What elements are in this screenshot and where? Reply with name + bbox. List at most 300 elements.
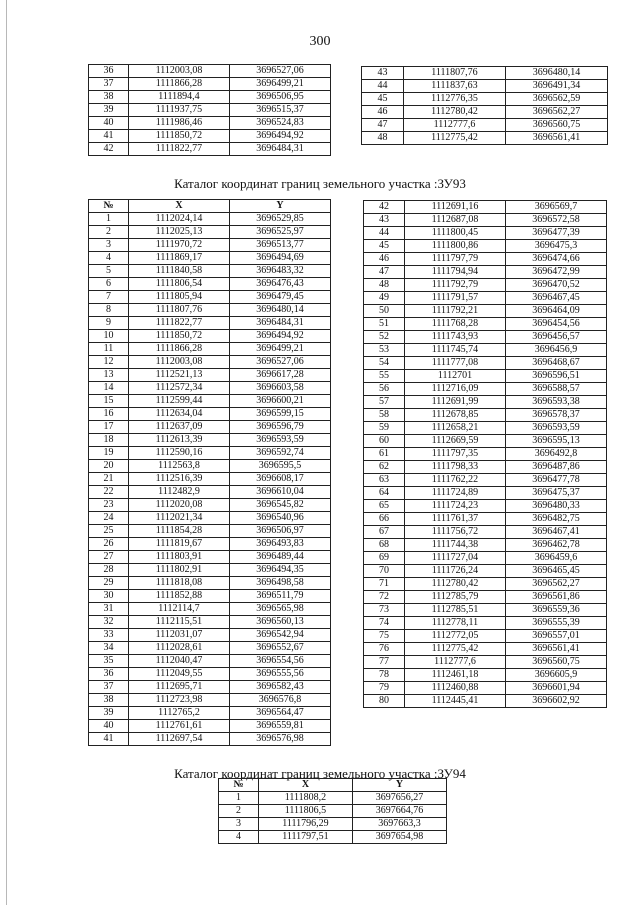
point-number-cell: 71	[364, 578, 405, 591]
x-coordinate-cell: 1111819,67	[129, 538, 230, 551]
y-coordinate-cell: 3696565,98	[230, 603, 331, 616]
table-row	[89, 577, 331, 590]
table-row	[362, 67, 608, 80]
point-number-cell: 28	[89, 564, 129, 577]
y-coordinate-cell: 3696515,37	[230, 104, 331, 117]
y-coordinate-cell: 3696459,6	[506, 552, 607, 565]
point-number-cell: 50	[364, 305, 405, 318]
x-coordinate-cell: 1112701	[405, 370, 506, 383]
table-row	[89, 447, 331, 460]
point-number-cell: 36	[89, 668, 129, 681]
point-number-cell: 9	[89, 317, 129, 330]
point-number-cell: 2	[89, 226, 129, 239]
table-row	[89, 291, 331, 304]
x-coordinate-cell: 1112482,9	[129, 486, 230, 499]
point-number-cell: 74	[364, 617, 405, 630]
y-coordinate-cell: 3696484,31	[230, 317, 331, 330]
x-coordinate-cell: 1111840,58	[129, 265, 230, 278]
table-row	[89, 603, 331, 616]
point-number-cell: 4	[89, 252, 129, 265]
y-coordinate-cell: 3697654,98	[353, 831, 447, 844]
x-coordinate-cell: 1112775,42	[405, 643, 506, 656]
x-coordinate-cell: 1111768,28	[405, 318, 506, 331]
y-coordinate-cell: 3696479,45	[230, 291, 331, 304]
point-number-cell: 51	[364, 318, 405, 331]
y-coordinate-cell: 3696493,83	[230, 538, 331, 551]
x-coordinate-cell: 1112716,09	[405, 383, 506, 396]
table-row	[89, 213, 331, 226]
x-coordinate-cell: 1111762,22	[405, 474, 506, 487]
x-coordinate-cell: 1112031,07	[129, 629, 230, 642]
point-number-cell: 40	[89, 117, 129, 130]
x-coordinate-cell: 1112695,71	[129, 681, 230, 694]
y-coordinate-cell: 3696560,13	[230, 616, 331, 629]
y-coordinate-cell: 3696599,15	[230, 408, 331, 421]
point-number-cell: 39	[89, 707, 129, 720]
y-coordinate-cell: 3696562,27	[506, 578, 607, 591]
table-header-row	[89, 200, 331, 213]
y-coordinate-cell: 3696467,45	[506, 292, 607, 305]
point-number-cell: 78	[364, 669, 405, 682]
x-coordinate-cell: 1112697,54	[129, 733, 230, 746]
x-coordinate-cell: 1111777,08	[405, 357, 506, 370]
table-row	[89, 538, 331, 551]
point-number-cell: 40	[89, 720, 129, 733]
point-number-cell: 48	[364, 279, 405, 292]
table-row	[364, 526, 607, 539]
point-number-cell: 69	[364, 552, 405, 565]
table-row	[89, 65, 331, 78]
table-row	[219, 831, 447, 844]
table-row	[89, 473, 331, 486]
y-coordinate-cell: 3696462,78	[506, 539, 607, 552]
table-row	[364, 500, 607, 513]
y-coordinate-cell: 3696492,8	[506, 448, 607, 461]
table-row	[89, 408, 331, 421]
point-number-cell: 3	[219, 818, 259, 831]
table-row	[364, 253, 607, 266]
point-number-cell: 31	[89, 603, 129, 616]
y-coordinate-cell: 3696483,32	[230, 265, 331, 278]
table-row	[89, 694, 331, 707]
x-coordinate-cell: 1112028,61	[129, 642, 230, 655]
point-number-cell: 14	[89, 382, 129, 395]
x-coordinate-cell: 1112637,09	[129, 421, 230, 434]
point-number-cell: 2	[219, 805, 259, 818]
point-number-cell: 6	[89, 278, 129, 291]
x-coordinate-cell: 1111850,72	[129, 130, 230, 143]
y-coordinate-cell: 3696592,74	[230, 447, 331, 460]
x-coordinate-cell: 1111792,21	[405, 305, 506, 318]
point-number-cell: 33	[89, 629, 129, 642]
table-row	[89, 382, 331, 395]
x-coordinate-cell: 1112634,04	[129, 408, 230, 421]
x-coordinate-cell: 1112691,99	[405, 396, 506, 409]
table-row	[364, 201, 607, 214]
y-coordinate-cell: 3697656,27	[353, 792, 447, 805]
point-number-cell: 63	[364, 474, 405, 487]
point-number-cell: 25	[89, 525, 129, 538]
x-coordinate-cell: 1112761,61	[129, 720, 230, 733]
y-coordinate-cell: 3696475,37	[506, 487, 607, 500]
point-number-cell: 26	[89, 538, 129, 551]
y-coordinate-cell: 3696561,41	[506, 643, 607, 656]
y-coordinate-cell: 3696554,56	[230, 655, 331, 668]
y-coordinate-cell: 3696499,21	[230, 78, 331, 91]
x-coordinate-cell: 1112563,8	[129, 460, 230, 473]
zu94-coordinates-table	[218, 778, 447, 844]
x-coordinate-cell: 1111866,28	[129, 343, 230, 356]
x-coordinate-cell: 1111724,23	[405, 500, 506, 513]
x-coordinate-cell: 1111743,93	[405, 331, 506, 344]
x-coordinate-cell: 1112115,51	[129, 616, 230, 629]
y-coordinate-cell: 3696527,06	[230, 65, 331, 78]
y-coordinate-cell: 3696494,92	[230, 130, 331, 143]
x-coordinate-cell: 1112445,41	[405, 695, 506, 708]
y-coordinate-cell: 3696465,45	[506, 565, 607, 578]
table-row	[364, 682, 607, 695]
point-number-cell: 46	[364, 253, 405, 266]
y-coordinate-cell: 3696542,94	[230, 629, 331, 642]
x-coordinate-cell: 1112785,79	[405, 591, 506, 604]
point-number-cell: 66	[364, 513, 405, 526]
table-row	[89, 720, 331, 733]
y-coordinate-cell: 3696561,41	[506, 132, 608, 145]
y-coordinate-cell: 3696555,39	[506, 617, 607, 630]
table-row	[364, 669, 607, 682]
point-number-cell: 34	[89, 642, 129, 655]
x-coordinate-cell: 1111800,86	[405, 240, 506, 253]
x-coordinate-cell: 1111852,88	[129, 590, 230, 603]
y-coordinate-cell: 3696562,59	[506, 93, 608, 106]
y-coordinate-cell: 3696578,37	[506, 409, 607, 422]
point-number-cell: 41	[89, 130, 129, 143]
x-coordinate-cell: 1112020,08	[129, 499, 230, 512]
point-number-cell: 19	[89, 447, 129, 460]
point-number-cell: 52	[364, 331, 405, 344]
x-coordinate-cell: 1111726,24	[405, 565, 506, 578]
y-coordinate-cell: 3696610,04	[230, 486, 331, 499]
y-coordinate-cell: 3696477,39	[506, 227, 607, 240]
x-coordinate-cell: 1111797,35	[405, 448, 506, 461]
point-number-cell: 58	[364, 409, 405, 422]
y-coordinate-cell: 3697664,76	[353, 805, 447, 818]
y-coordinate-cell: 3696484,31	[230, 143, 331, 156]
x-coordinate-cell: 1111808,2	[259, 792, 353, 805]
point-number-cell: 44	[364, 227, 405, 240]
y-coordinate-cell: 3696545,82	[230, 499, 331, 512]
table-row	[364, 331, 607, 344]
page-number: 300	[309, 34, 331, 49]
x-coordinate-cell: 1112572,34	[129, 382, 230, 395]
y-coordinate-cell: 3696494,92	[230, 330, 331, 343]
zu93-catalog-caption: Каталог координат границ земельного участка :ЗУ93	[174, 176, 466, 191]
point-number-cell: 75	[364, 630, 405, 643]
x-coordinate-cell: 1112723,98	[129, 694, 230, 707]
table-row	[364, 604, 607, 617]
point-number-cell: 73	[364, 604, 405, 617]
x-coordinate-cell: 1111822,77	[129, 317, 230, 330]
point-number-cell: 43	[362, 67, 404, 80]
point-number-cell: 4	[219, 831, 259, 844]
point-number-cell: 54	[364, 357, 405, 370]
x-coordinate-cell: 1111798,33	[405, 461, 506, 474]
point-number-cell: 60	[364, 435, 405, 448]
x-coordinate-cell: 1112024,14	[129, 213, 230, 226]
point-number-cell: 67	[364, 526, 405, 539]
point-number-cell: 1	[219, 792, 259, 805]
point-number-cell: 37	[89, 78, 129, 91]
table-row	[364, 357, 607, 370]
x-coordinate-cell: 1112777,6	[405, 656, 506, 669]
point-number-cell: 45	[364, 240, 405, 253]
y-coordinate-cell: 3696552,67	[230, 642, 331, 655]
y-coordinate-cell: 3696576,8	[230, 694, 331, 707]
y-coordinate-cell: 3696596,51	[506, 370, 607, 383]
y-coordinate-cell: 3696524,83	[230, 117, 331, 130]
x-coordinate-cell: 1112521,13	[129, 369, 230, 382]
y-coordinate-cell: 3696603,58	[230, 382, 331, 395]
y-coordinate-cell: 3696511,79	[230, 590, 331, 603]
x-coordinate-cell: 1111756,72	[405, 526, 506, 539]
y-coordinate-cell: 3696506,95	[230, 91, 331, 104]
point-number-cell: 17	[89, 421, 129, 434]
table-row	[362, 80, 608, 93]
x-coordinate-cell: 1112003,08	[129, 356, 230, 369]
y-coordinate-cell: 3696564,47	[230, 707, 331, 720]
table-row	[89, 330, 331, 343]
y-coordinate-cell: 3696472,99	[506, 266, 607, 279]
y-coordinate-cell: 3696494,35	[230, 564, 331, 577]
point-number-cell: 5	[89, 265, 129, 278]
header-x: X	[129, 200, 230, 213]
point-number-cell: 37	[89, 681, 129, 694]
point-number-cell: 24	[89, 512, 129, 525]
x-coordinate-cell: 1111807,76	[404, 67, 506, 80]
table-row	[362, 106, 608, 119]
x-coordinate-cell: 1111850,72	[129, 330, 230, 343]
x-coordinate-cell: 1111986,46	[129, 117, 230, 130]
point-number-cell: 32	[89, 616, 129, 629]
y-coordinate-cell: 3696498,58	[230, 577, 331, 590]
point-number-cell: 48	[362, 132, 404, 145]
y-coordinate-cell: 3696559,36	[506, 604, 607, 617]
x-coordinate-cell: 1111803,91	[129, 551, 230, 564]
x-coordinate-cell: 1111869,17	[129, 252, 230, 265]
y-coordinate-cell: 3696557,01	[506, 630, 607, 643]
point-number-cell: 61	[364, 448, 405, 461]
table-row	[89, 421, 331, 434]
table-row	[364, 643, 607, 656]
table-row	[362, 93, 608, 106]
y-coordinate-cell: 3696593,38	[506, 396, 607, 409]
point-number-cell: 16	[89, 408, 129, 421]
y-coordinate-cell: 3696605,9	[506, 669, 607, 682]
point-number-cell: 43	[364, 214, 405, 227]
y-coordinate-cell: 3696555,56	[230, 668, 331, 681]
table-row	[89, 252, 331, 265]
table-row	[89, 707, 331, 720]
point-number-cell: 42	[364, 201, 405, 214]
table-row	[89, 733, 331, 746]
y-coordinate-cell: 3696569,7	[506, 201, 607, 214]
table-row	[364, 409, 607, 422]
point-number-cell: 1	[89, 213, 129, 226]
point-number-cell: 41	[89, 733, 129, 746]
y-coordinate-cell: 3696494,69	[230, 252, 331, 265]
x-coordinate-cell: 1112040,47	[129, 655, 230, 668]
table-row	[89, 564, 331, 577]
y-coordinate-cell: 3696506,97	[230, 525, 331, 538]
zu94-catalog-caption: Каталог координат границ земельного участка :ЗУ94	[174, 766, 466, 781]
header-y: Y	[353, 779, 447, 792]
table-row	[364, 513, 607, 526]
x-coordinate-cell: 1112777,6	[404, 119, 506, 132]
x-coordinate-cell: 1111866,28	[129, 78, 230, 91]
table-row	[89, 369, 331, 382]
x-coordinate-cell: 1111937,75	[129, 104, 230, 117]
table-row	[89, 226, 331, 239]
point-number-cell: 56	[364, 383, 405, 396]
y-coordinate-cell: 3696456,57	[506, 331, 607, 344]
point-number-cell: 44	[362, 80, 404, 93]
table-row	[89, 642, 331, 655]
x-coordinate-cell: 1111800,45	[405, 227, 506, 240]
table-row	[362, 132, 608, 145]
y-coordinate-cell: 3696595,5	[230, 460, 331, 473]
x-coordinate-cell: 1111792,79	[405, 279, 506, 292]
point-number-cell: 53	[364, 344, 405, 357]
y-coordinate-cell: 3696593,59	[230, 434, 331, 447]
x-coordinate-cell: 1112461,18	[405, 669, 506, 682]
table-row	[364, 344, 607, 357]
table-row	[364, 656, 607, 669]
x-coordinate-cell: 1111854,28	[129, 525, 230, 538]
table-row	[89, 629, 331, 642]
point-number-cell: 76	[364, 643, 405, 656]
table-row	[219, 805, 447, 818]
y-coordinate-cell: 3696456,9	[506, 344, 607, 357]
point-number-cell: 21	[89, 473, 129, 486]
point-number-cell: 47	[362, 119, 404, 132]
x-coordinate-cell: 1111805,94	[129, 291, 230, 304]
table-row	[364, 279, 607, 292]
x-coordinate-cell: 1112025,13	[129, 226, 230, 239]
point-number-cell: 36	[89, 65, 129, 78]
x-coordinate-cell: 1111806,5	[259, 805, 353, 818]
y-coordinate-cell: 3697663,3	[353, 818, 447, 831]
x-coordinate-cell: 1111806,54	[129, 278, 230, 291]
table-row	[89, 460, 331, 473]
zu93-coordinates-table-left	[88, 199, 331, 746]
table-row	[364, 565, 607, 578]
table-row	[219, 792, 447, 805]
x-coordinate-cell: 1111796,29	[259, 818, 353, 831]
table-row	[89, 343, 331, 356]
coordinates-table-continued-left	[88, 64, 331, 156]
header-x: X	[259, 779, 353, 792]
table-row	[89, 499, 331, 512]
point-number-cell: 29	[89, 577, 129, 590]
coordinates-table-continued-right	[361, 66, 608, 145]
y-coordinate-cell: 3696559,81	[230, 720, 331, 733]
x-coordinate-cell: 1112785,51	[405, 604, 506, 617]
y-coordinate-cell: 3696540,96	[230, 512, 331, 525]
x-coordinate-cell: 1112687,08	[405, 214, 506, 227]
y-coordinate-cell: 3696593,59	[506, 422, 607, 435]
x-coordinate-cell: 1112765,2	[129, 707, 230, 720]
table-row	[364, 630, 607, 643]
y-coordinate-cell: 3696525,97	[230, 226, 331, 239]
table-row	[89, 104, 331, 117]
table-row	[364, 617, 607, 630]
y-coordinate-cell: 3696480,14	[506, 67, 608, 80]
table-row	[219, 818, 447, 831]
x-coordinate-cell: 1112460,88	[405, 682, 506, 695]
y-coordinate-cell: 3696560,75	[506, 119, 608, 132]
point-number-cell: 49	[364, 292, 405, 305]
point-number-cell: 57	[364, 396, 405, 409]
y-coordinate-cell: 3696513,77	[230, 239, 331, 252]
y-coordinate-cell: 3696467,41	[506, 526, 607, 539]
y-coordinate-cell: 3696596,79	[230, 421, 331, 434]
header-number: №	[89, 200, 129, 213]
table-row	[364, 487, 607, 500]
x-coordinate-cell: 1112778,11	[405, 617, 506, 630]
table-row	[364, 695, 607, 708]
table-row	[89, 616, 331, 629]
y-coordinate-cell: 3696527,06	[230, 356, 331, 369]
x-coordinate-cell: 1112776,35	[404, 93, 506, 106]
x-coordinate-cell: 1112658,21	[405, 422, 506, 435]
y-coordinate-cell: 3696476,43	[230, 278, 331, 291]
zu93-coordinates-table-right	[363, 200, 607, 708]
x-coordinate-cell: 1111744,38	[405, 539, 506, 552]
table-row	[364, 383, 607, 396]
point-number-cell: 8	[89, 304, 129, 317]
table-row	[362, 119, 608, 132]
point-number-cell: 70	[364, 565, 405, 578]
point-number-cell: 11	[89, 343, 129, 356]
point-number-cell: 59	[364, 422, 405, 435]
x-coordinate-cell: 1112003,08	[129, 65, 230, 78]
table-row	[89, 486, 331, 499]
point-number-cell: 7	[89, 291, 129, 304]
x-coordinate-cell: 1112780,42	[405, 578, 506, 591]
point-number-cell: 72	[364, 591, 405, 604]
x-coordinate-cell: 1112613,39	[129, 434, 230, 447]
table-row	[364, 578, 607, 591]
x-coordinate-cell: 1111970,72	[129, 239, 230, 252]
table-row	[89, 681, 331, 694]
table-row	[364, 539, 607, 552]
table-row	[364, 461, 607, 474]
table-row	[89, 525, 331, 538]
y-coordinate-cell: 3696491,34	[506, 80, 608, 93]
point-number-cell: 30	[89, 590, 129, 603]
table-row	[89, 512, 331, 525]
x-coordinate-cell: 1111807,76	[129, 304, 230, 317]
x-coordinate-cell: 1112021,34	[129, 512, 230, 525]
header-number: №	[219, 779, 259, 792]
table-row	[89, 590, 331, 603]
y-coordinate-cell: 3696562,27	[506, 106, 608, 119]
x-coordinate-cell: 1112691,16	[405, 201, 506, 214]
point-number-cell: 38	[89, 91, 129, 104]
x-coordinate-cell: 1112775,42	[404, 132, 506, 145]
point-number-cell: 39	[89, 104, 129, 117]
y-coordinate-cell: 3696480,33	[506, 500, 607, 513]
